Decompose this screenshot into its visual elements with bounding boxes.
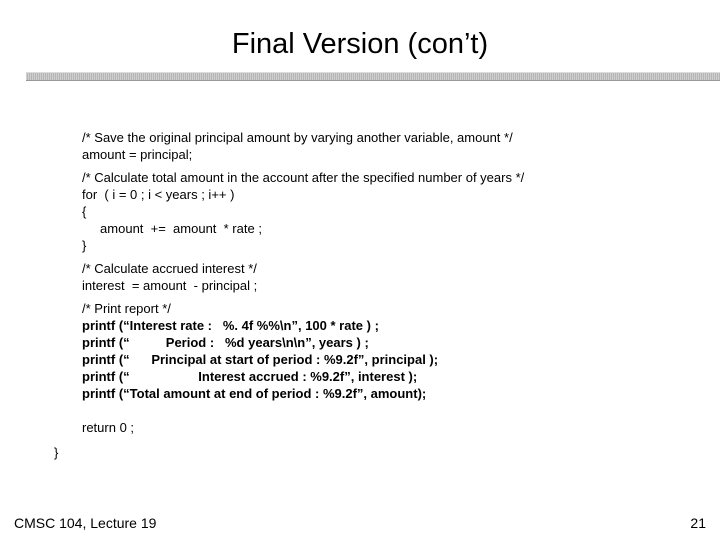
code-line: for ( i = 0 ; i < years ; i++ ) xyxy=(82,187,235,202)
code-line: /* Print report */ xyxy=(82,301,171,316)
footer-course: CMSC 104, Lecture 19 xyxy=(14,515,157,531)
code-line: printf (“ Principal at start of period : %9.2f”, principal ); xyxy=(82,352,439,367)
code-line: { xyxy=(82,204,87,219)
code-line: /* Calculate accrued interest */ xyxy=(82,261,257,276)
code-line: } xyxy=(54,445,59,460)
code-line: amount = principal; xyxy=(82,147,193,162)
code-line: /* Save the original principal amount by varying another variable, amount */ xyxy=(82,130,513,145)
code-line: interest = amount - principal ; xyxy=(82,278,258,293)
code-line: return 0 ; xyxy=(82,420,135,435)
code-line: printf (“ Period : %d years\n\n”, years ) ; xyxy=(82,335,369,350)
slide-title: Final Version (con’t) xyxy=(231,28,489,60)
code-line: amount += amount * rate ; xyxy=(82,221,262,236)
code-line: printf (“ Interest accrued : %9.2f”, interest ); xyxy=(82,369,418,384)
code-line: /* Calculate total amount in the account after the specified number of years */ xyxy=(82,170,525,185)
page-number: 21 xyxy=(690,515,706,531)
code-line: } xyxy=(82,238,87,253)
code-line: printf (“Total amount at end of period : %9.2f”, amount); xyxy=(82,386,427,401)
code-line: printf (“Interest rate : %. 4f %%\n”, 100 * rate ) ; xyxy=(82,318,379,333)
